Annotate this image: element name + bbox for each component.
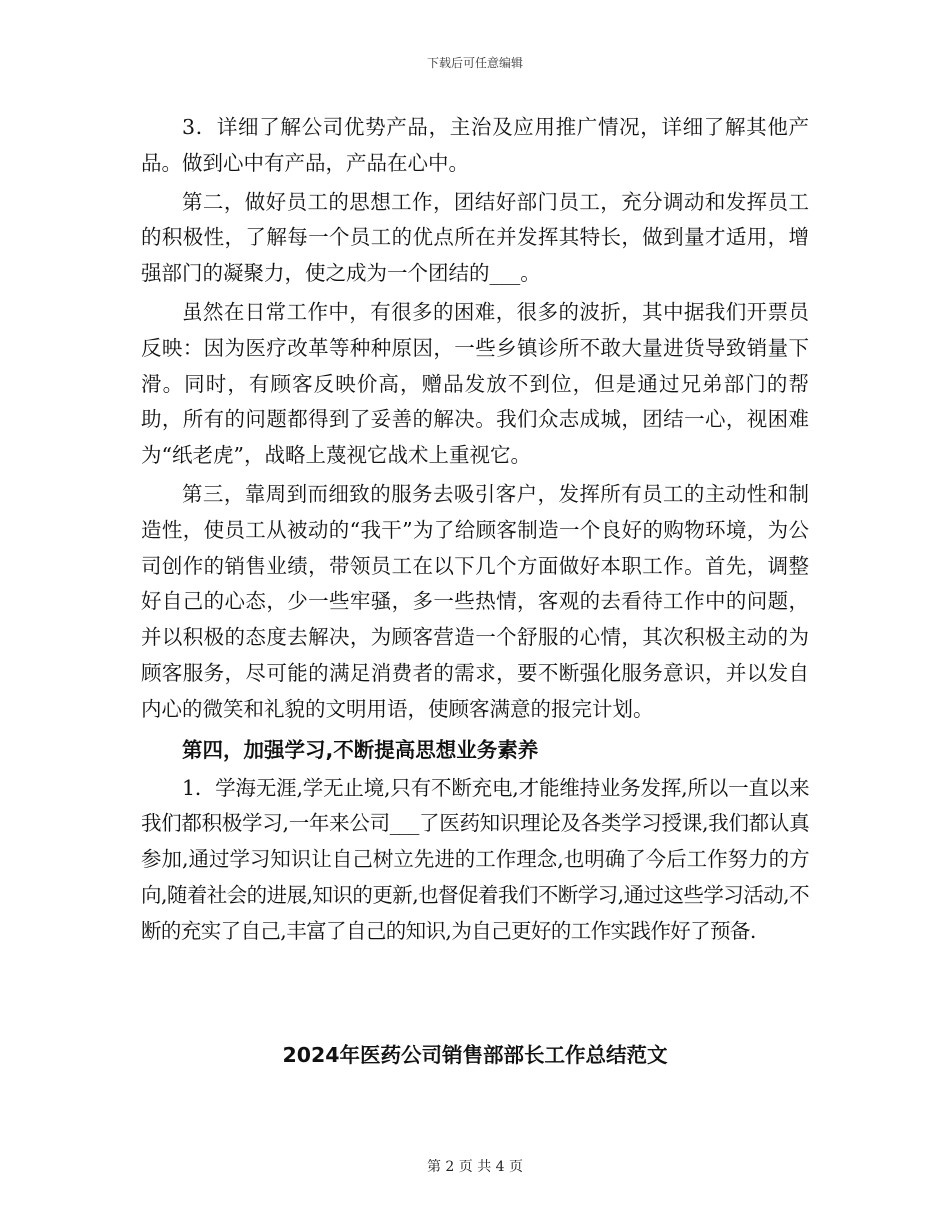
paragraph-second-point: 第二，做好员工的思想工作，团结好部门员工，充分调动和发挥员工的积极性，了解每一个员工的优点所在并发挥其特长，做到量才适用，增强部门的凝聚力，使之成为一个团结的___。 xyxy=(141,189,809,286)
paragraph-third-point: 第三，靠周到而细致的服务去吸引客户，发挥所有员工的主动性和制造性，使员工从被动的“我干”为了给顾客制造一个良好的购物环境，为公司创作的销售业绩，带领员工在以下几个方面做好本职工作。首先，调整好自己的心态，少一些牢骚，多一些热情，客观的去看待工作中的问题，并以积极的态度去解决，为顾客营造一个舒服的心情，其次积极主动的为顾客服务，尽可能的满足消费者的需求，要不断强化服务意识，并以发自内心的微笑和礼貌的文明用语，使顾客满意的报完计划。 xyxy=(141,481,809,721)
paragraph-learning: 1．学海无涯,学无止境,只有不断充电,才能维持业务发挥,所以一直以来我们都积极学习,一年来公司___了医药知识理论及各类学习授课,我们都认真参加,通过学习知识让自己树立先进的工作理念,也明确了今后工作努力的方向,随着社会的进展,知识的更新,也督促着我们不断学习,通过这些学习活动,不断的充实了自己,丰富了自己的知识,为自己更好的工作实践作好了预备. xyxy=(141,775,809,943)
document-title: 2024年医药公司销售部部长工作总结范文 xyxy=(282,1043,668,1067)
page-number: 第 2 页 共 4 页 xyxy=(426,1159,524,1175)
paragraph-difficulties: 虽然在日常工作中，有很多的困难，很多的波折，其中据我们开票员反映：因为医疗改革等种种原因，一些乡镇诊所不敢大量进货导致销量下滑。同时，有顾客反映价高，赠品发放不到位，但是通过兄弟部门的帮助，所有的问题都得到了妥善的解决。我们众志成城，团结一心，视困难为“纸老虎”，战略上蔑视它战术上重视它。 xyxy=(141,299,809,468)
paragraph-product-knowledge: 3．详细了解公司优势产品，主治及应用推广情况，详细了解其他产品。做到心中有产品，产品在心中。 xyxy=(141,115,809,175)
section-heading-fourth: 第四，加强学习,不断提高思想业务素养 xyxy=(182,737,539,762)
page-header-note: 下载后可任意编辑 xyxy=(426,56,523,70)
document-body xyxy=(141,110,809,950)
